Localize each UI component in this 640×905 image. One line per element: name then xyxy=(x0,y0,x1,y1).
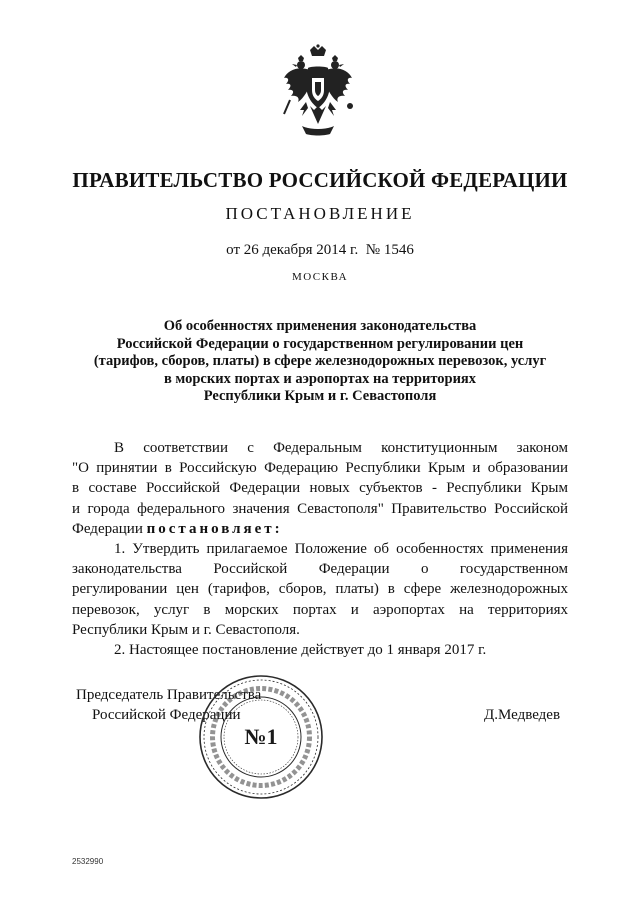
decree-date: от 26 декабря 2014 г. xyxy=(226,242,359,258)
signatory-title-line: Председатель Правительства xyxy=(76,687,262,703)
government-title: ПРАВИТЕЛЬСТВО РОССИЙСКОЙ ФЕДЕРАЦИИ xyxy=(72,168,568,192)
subject-line: в морских портах и аэропортах на территориях xyxy=(163,370,477,387)
document-code: 2532990 xyxy=(72,857,104,866)
body-line: "О принятии в Российскую Федерацию Республики Крым и образовании xyxy=(72,460,568,477)
body-line: и города федерального значения Севастополя" Правительство Российской xyxy=(72,500,568,517)
body-line xyxy=(72,519,568,539)
decree-number: № 1546 xyxy=(365,242,414,258)
body-line: Республики Крым и г. Севастополя. xyxy=(72,621,300,638)
date-line xyxy=(0,242,640,259)
body-line: перевозок, услуг в морских портах и аэропортах на территориях xyxy=(72,601,568,618)
decrees-word: постановляет: xyxy=(146,520,283,537)
subject-line: Российской Федерации о государственном регулировании цен xyxy=(116,335,524,352)
body-line: законодательства Российской Федерации о государственном xyxy=(72,561,568,578)
subject-line: (тарифов, сборов, платы) в сфере железнодорожных перевозок, услуг xyxy=(93,353,547,369)
subject-line: Республики Крым и г. Севастополя xyxy=(203,388,437,404)
document-type: ПОСТАНОВЛЕНИЕ xyxy=(225,204,415,223)
signatory-title-line: Российской Федерации xyxy=(92,707,241,723)
decree-subject xyxy=(60,318,580,406)
seal-stamp xyxy=(196,672,326,802)
body-line: 2. Настоящее постановление действует до 1 января 2017 г. xyxy=(114,642,487,659)
body-line: в составе Российской Федерации новых субъектов - Республики Крым xyxy=(72,480,568,497)
city: МОСКВА xyxy=(291,271,349,283)
body-line: регулировании цен (тарифов, сборов, платы) в сфере железнодорожных xyxy=(72,581,568,598)
body-line: В соответствии с Федеральным конституционным законом xyxy=(114,440,568,456)
body-line: 1. Утвердить прилагаемое Положение об особенностях применения xyxy=(114,541,568,558)
seal-number: №1 xyxy=(244,724,278,749)
body-line-text: Федерации xyxy=(72,520,143,537)
coat-of-arms-icon xyxy=(280,44,356,140)
signatory-name: Д.Медведев xyxy=(484,707,561,723)
decree-body xyxy=(72,438,568,660)
subject-line: Об особенностях применения законодательства xyxy=(163,318,477,334)
